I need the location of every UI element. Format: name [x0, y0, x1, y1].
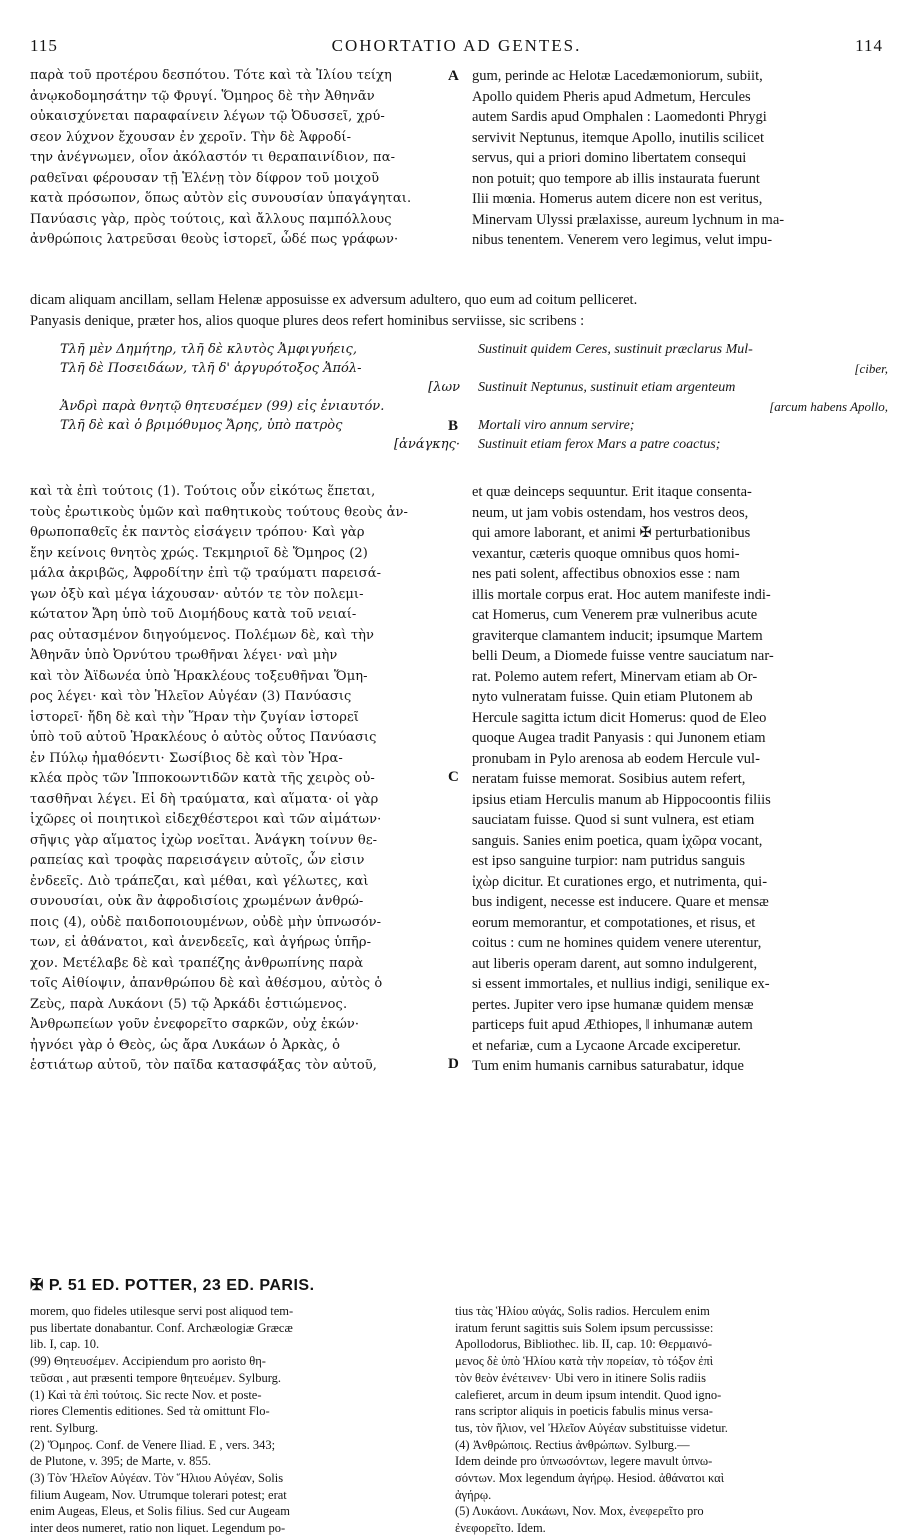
greek-verse-line: Ἀνδρὶ παρὰ θνητῷ θητευσέμεν (99) εἰς ἐνιαυτόν. — [60, 399, 385, 414]
greek-column-block1 — [30, 66, 462, 251]
greek-line: ἐνδεεῖς. Διὸ τράπεζαι, καὶ μέθαι, καὶ γέλωτες, καὶ — [30, 873, 369, 889]
greek-line: παρὰ τοῦ προτέρου δεσπότου. Τότε καὶ τὰ Ἰλίου τείχη — [30, 68, 392, 83]
latin-line: coitus : cum ne homines quidem venere uterentur, — [472, 935, 762, 951]
latin-line: servivit Neptunus, itemque Apollo, inutilis scilicet — [472, 129, 764, 146]
latin-verse-continuation: [ciber, — [854, 361, 888, 376]
latin-line: vexantur, cæteris quoque omnibus quos homi- — [472, 545, 740, 562]
latin-line: particeps fuit apud Æthiopes, ‖ inhumanæ autem — [472, 1017, 753, 1033]
latin-full-line: dicam aliquam ancillam, sellam Helenæ apposuisse ex adversum adultero, quo eum ad coitum pelliceret. — [30, 292, 638, 308]
greek-line: χον. Μετέλαβε δὲ καὶ τραπέζης ἀνθρωπίνης παρὰ — [30, 955, 364, 971]
section-marker-b: B — [448, 418, 459, 434]
footnote-line: σόντων. Mox legendum ἀγήρῳ. Hesiod. ἀθάνατοι καὶ — [455, 1471, 725, 1486]
latin-line: belli Deum, a Diomede fuisse ventre sauciatum nar- — [472, 648, 774, 664]
greek-line: ραθεῖναι φέρουσαν τῇ Ἑλένῃ τὸν δίφρον τοῦ μοιχοῦ — [30, 170, 380, 186]
latin-line: ἰχὼρ dicitur. Et curationes ergo, et nutrimenta, qui- — [472, 873, 768, 890]
latin-line: Hercule sagitta ictum dicit Homerus: quod de Eleo — [472, 709, 767, 726]
latin-line: servus, qui a priori domino libertatem consequi — [472, 150, 747, 166]
greek-verse — [60, 340, 460, 454]
latin-line: est ipso sanguine turpior: nam putridus sanguis — [472, 853, 746, 869]
greek-verse-line: Τλῆ δὲ καὶ ὁ βριμόθυμος Ἄρης, ὑπὸ πατρὸς — [60, 418, 343, 433]
greek-line: τοῖς Αἰθίοψιν, ἀπανθρώπου δὲ καὶ ἀθέσμου, αὐτὸς ὁ — [30, 976, 383, 991]
latin-verse-line: Sustinuit quidem Ceres, sustinuit præclarus Mul- — [478, 342, 753, 357]
greek-line: θρωποπαθεῖς ἐκ παντὸς εἰσάγειν τρόπου· Καὶ γὰρ — [30, 525, 365, 540]
footnote-line: ἐνεφορεῖτο. Idem. — [455, 1521, 546, 1536]
latin-full-line: Panyasis denique, præter hos, alios quoque plures deos refert hominibus serviisse, sic scribens : — [30, 313, 585, 329]
latin-line: Minervam Ulyssi prælaxisse, aureum lychnum in ma- — [472, 211, 785, 228]
latin-line: sauciatam fuisse. Quod si sunt vulnera, est etiam — [472, 812, 755, 828]
footnote-line: μενος δὲ ὑπὸ Ἡλίου κατὰ τὴν πορείαν, τὸ τόξον ἐπὶ — [455, 1354, 714, 1369]
edition-reference: ✠ P. 51 ED. POTTER, 23 ED. PARIS. — [30, 1277, 315, 1294]
footnote-line: (2) Ὅμηρος. Conf. de Venere Iliad. E , vers. 343; — [30, 1437, 276, 1452]
footnote-line: (3) Τὸν Ἠλεῖον Αὐγέαν. Τὸν Ἥλιου Αὐγέαν, Solis — [30, 1471, 284, 1486]
greek-line: ἀνῳκοδομησάτην τῷ Φρυγί. Ὅμηρος δὲ τὴν Ἀθηνᾶν — [30, 88, 375, 104]
latin-line: ipsius etiam Herculis manum ab Hippocoontis filiis — [472, 791, 771, 808]
latin-line: graviterque clamantem inducit; ipsumque Martem — [472, 627, 763, 644]
latin-line: non potuit; quo tempore ab illis instaurata fuerunt — [472, 170, 760, 187]
running-title: COHORTATIO AD GENTES. — [331, 36, 582, 55]
latin-line: sanguis. Sanies enim poetica, quam ἰχῶρα vocant, — [472, 832, 763, 849]
greek-line: καὶ τὸν Ἀϊδωνέα ὑπὸ Ἡρακλέους τοξευθῆναι Ὅμη- — [30, 668, 368, 684]
latin-line: autem Sardis apud Omphalen : Laomedonti Phrygi — [472, 109, 767, 125]
greek-line: καὶ τὰ ἐπὶ τούτοις (1). Τούτοις οὖν εἰκότως ἕπεται, — [30, 484, 376, 499]
footnote-line: ἀγήρῳ. — [455, 1487, 492, 1502]
greek-line: Πανύασις γὰρ, πρὸς τούτοις, καὶ ἄλλους παμπόλλους — [30, 211, 392, 227]
latin-line: bus indigent, necesse est inducere. Quare et mensæ — [472, 894, 769, 910]
page-number-right: 114 — [855, 36, 883, 55]
footnote-line: iratum ferunt sagittis suis Solem ipsum percussisse: — [455, 1320, 714, 1335]
latin-line: cat Homerus, cum Venerem præ vulneribus acute — [472, 607, 758, 623]
greek-line: Ἀνθρωπείων γοῦν ἐνεφορεῖτο σαρκῶν, οὐχ ἑκών· — [30, 1017, 360, 1032]
footnote-line: lib. I, cap. 10. — [30, 1337, 100, 1352]
greek-line: ρος λέγει· καὶ τὸν Ἠλεῖον Αὐγέαν (3) Πανύασις — [30, 689, 352, 704]
greek-line: Ἀθηνᾶν ὑπὸ Ὀρνύτου τρωθῆναι λέγει· ναὶ μὴν — [30, 648, 338, 663]
greek-verse-continuation: [λων — [428, 380, 460, 395]
latin-line: nibus tenentem. Venerem vero legimus, velut impu- — [472, 232, 773, 248]
greek-line: των, εἰ ἀθάνατοι, καὶ ἀνενδεεῖς, καὶ ἀγήρως ὑπῆρ- — [30, 935, 372, 950]
greek-line: ἀνθρώποις λατρεῦσαι θεοὺς ἱστορεῖ, ὧδέ πως γράφων· — [30, 232, 399, 247]
latin-line: neum, ut jam vobis ostendam, hos vestros deos, — [472, 504, 749, 521]
greek-line: οὐκαισχύνεται παραφαίνειν λέγων τῷ Ὀδυσσεῖ, χρύ- — [30, 109, 385, 124]
section-marker-d: D — [448, 1056, 459, 1072]
latin-line: Ilii mœnia. Homerus autem dicere non est veritus, — [472, 191, 763, 207]
greek-line: ἑστιάτωρ αὐτοῦ, τὸν παῖδα κατασφάξας τὸν αὐτοῦ, — [30, 1058, 378, 1073]
footnote-line: (1) Καὶ τὰ ἐπὶ τούτοις. Sic recte Nov. et poste- — [30, 1387, 262, 1402]
latin-line: eorum memorantur, et compotationes, et risus, et — [472, 914, 756, 931]
greek-line: σεον λύχνον ἔχουσαν ἐν χεροῖν. Τὴν δὲ Ἀφροδί- — [30, 129, 352, 145]
footnote-line: (99) Θητευσέμεν. Accipiendum pro aoristo θη- — [30, 1354, 266, 1369]
footnote-line: inter deos numeret, ratio non liquet. Legendum po- — [30, 1521, 286, 1536]
latin-line: Tum enim humanis carnibus saturabatur, idque — [472, 1058, 744, 1074]
footnote-line: filium Augeam, Nov. Utrumque tolerari potest; erat — [30, 1487, 287, 1502]
footnote-line: tius τὰς Ἡλίου αὐγάς, Solis radios. Herculem enim — [455, 1304, 710, 1318]
latin-line: quoque Augea tradit Panyasis : qui Junonem etiam — [472, 730, 766, 746]
latin-line: rat. Polemo autem refert, Minervam etiam ab Or- — [472, 668, 758, 685]
footnote-line: enim Augeas, Eleus, et Solis filius. Sed cur Augeam — [30, 1504, 291, 1519]
greek-line: ἠγνόει γὰρ ὁ Θεὸς, ὡς ἄρα Λυκάων ὁ Ἀρκὰς, ὁ — [30, 1037, 341, 1053]
greek-line: την ἀνέγνωμεν, οἷον ἀκόλαστόν τι θεραπαινίδιον, πα- — [30, 150, 396, 165]
latin-verse-continuation: [arcum habens Apollo, — [769, 399, 888, 414]
footnote-line: τεῦσαι , aut præsenti tempore θητευέμεν. Sylburg. — [30, 1370, 282, 1385]
footnote-line: τὸν θεὸν ἐνέτεινεν· Ubi vero in itinere Solis radiis — [455, 1370, 706, 1385]
footnote-line: rent. Sylburg. — [30, 1420, 99, 1435]
greek-line: ὑπὸ τοῦ αὐτοῦ Ἡρακλέους ὁ αὐτὸς οὗτος Πανύασις — [30, 730, 377, 745]
latin-verse — [478, 340, 888, 454]
greek-line: τασθῆναι λέγει. Εἰ δὴ τραύματα, καὶ αἵματα· οἱ γὰρ — [30, 791, 379, 807]
latin-line: aut liberis operam darent, aut somno indulgerent, — [472, 955, 758, 972]
footnote-line: rans scriptor aliquis in poeticis fabulis minus versa- — [455, 1404, 713, 1419]
footnotes-left — [30, 1303, 440, 1537]
greek-line: ραπείας καὶ τροφὰς παρεισάγειν αὐτοῖς, ὧν εἰσιν — [30, 853, 365, 868]
greek-line: σῆψις γὰρ αἵματος ἰχὼρ νοεῖται. Ἀνάγκη τοίνυν θε- — [30, 832, 378, 848]
page-number-left: 115 — [30, 36, 58, 55]
footnote-line: Idem deinde pro ὑπνωσόντων, legere mavult ὑπνω- — [455, 1454, 713, 1469]
footnotes-right — [455, 1303, 887, 1537]
greek-verse-continuation: [ἀνάγκης· — [393, 437, 460, 452]
greek-line: ποις (4), οὐδὲ παιδοποιουμένων, οὐδὲ μὴν ὑπνωσόν- — [30, 914, 382, 930]
latin-line: et nefariæ, cum a Lycaone Arcade exciperetur. — [472, 1037, 741, 1054]
greek-verse-line: Τλῆ μὲν Δημήτηρ, τλῆ δὲ κλυτὸς Ἀμφιγυήεις, — [60, 342, 357, 357]
footnote-line: Apollodorus, Bibliothec. lib. II, cap. 10: Θερμαινό- — [455, 1337, 712, 1352]
latin-verse-line: Sustinuit Neptunus, sustinuit etiam argenteum — [478, 380, 736, 395]
footnote-line: calefieret, arcum in deum ipsum intendit. Quod igno- — [455, 1387, 722, 1402]
footnote-line: morem, quo fideles utilesque servi post aliquod tem- — [30, 1304, 294, 1318]
section-marker-c: C — [448, 769, 459, 785]
footnote-line: (4) Ἀνθρώποις. Rectius ἀνθρώπων. Sylburg.— — [455, 1437, 690, 1452]
latin-line: neratam fuisse memorat. Sosibius autem refert, — [472, 771, 746, 787]
latin-line: illis mortale corpus erat. Hoc autem manifeste indi- — [472, 586, 771, 603]
latin-line: si essent immortales, et nullius indigi, senilique ex- — [472, 976, 770, 992]
footnote-line: de Plutone, v. 395; de Marte, v. 855. — [30, 1454, 211, 1469]
greek-line: ἔην κείνοις θνητὸς χρώς. Τεκμηριοῖ δὲ Ὅμηρος (2) — [30, 545, 368, 561]
latin-line: gum, perinde ac Helotæ Lacedæmoniorum, subiit, — [472, 68, 763, 84]
latin-line: pronubam in Pylo arenosa ab eodem Hercule vul- — [472, 750, 760, 767]
greek-line: κατὰ πρόσωπον, ὅπως αὐτὸν εἰς συνουσίαν ὑπαγάγηται. — [30, 191, 412, 206]
greek-line: ρας οὐτασμένον διηγούμενος. Πολέμων δὲ, καὶ τὴν — [30, 627, 375, 643]
latin-line: nyto vulneratam fuisse. Quin etiam Plutonem ab — [472, 689, 753, 705]
latin-line: et quæ deinceps sequuntur. Erit itaque consenta- — [472, 484, 752, 500]
latin-line: Apollo quidem Pheris apud Admetum, Hercules — [472, 88, 751, 105]
footnote-line: riores Clementis editiones. Sed τὰ omittunt Flo- — [30, 1404, 270, 1419]
greek-line: κλέα πρὸς τῶν Ἱπποκοωντιδῶν κατὰ τῆς χειρὸς οὐ- — [30, 771, 375, 786]
greek-line: τοὺς ἐρωτικοὺς ὑμῶν καὶ παθητικοὺς τούτους θεοὺς ἀν- — [30, 504, 408, 520]
footnote-line: tus, τὸν ἥλιον, vel Ἠλεῖον Αὐγέαν substituisse videtur. — [455, 1420, 728, 1435]
running-header — [30, 36, 883, 62]
greek-line: ἐν Πύλῳ ἠμαθόεντι· Σωσίβιος δὲ καὶ τὸν Ἡρα- — [30, 750, 343, 766]
latin-column-block2 — [472, 482, 884, 1077]
latin-line: nes pati solent, affectibus obnoxios esse : nam — [472, 566, 740, 582]
greek-line: Ζεὺς, παρὰ Λυκάονι (5) τῷ Ἀρκάδι ἑστιώμενος. — [30, 996, 348, 1012]
latin-verse-line: Mortali viro annum servire; — [478, 418, 635, 433]
greek-line: ἱστορεῖ· ἤδη δὲ καὶ τὴν Ἥραν τὴν ζυγίαν ἱστορεῖ — [30, 709, 359, 725]
latin-verse-line: Sustinuit etiam ferox Mars a patre coactus; — [478, 437, 721, 452]
latin-column-block1 — [472, 66, 884, 251]
footnote-line: (5) Λυκάονι. Λυκάωνι, Nov. Mox, ἐνεφερεῖτο pro — [455, 1504, 704, 1519]
greek-line: κώτατον Ἄρη ὑπὸ τοῦ Διομήδους κατὰ τοῦ νειαί- — [30, 607, 357, 622]
greek-verse-line: Τλῆ δὲ Ποσειδάων, τλῆ δ' ἀργυρότοξος Ἀπόλ- — [60, 361, 362, 376]
latin-line: pertes. Jupiter vero ipse humanæ quidem mensæ — [472, 996, 754, 1013]
greek-line: μάλα ἀκριβῶς, Ἀφροδίτην ἐπὶ τῷ τραύματι παρεισά- — [30, 566, 382, 581]
footnote-line: pus libertate donabantur. Conf. Archæologiæ Græcæ — [30, 1320, 293, 1335]
latin-line: qui amore laborant, et animi ✠ perturbationibus — [472, 525, 751, 541]
section-marker-a: A — [448, 68, 459, 84]
greek-line: γων ὀξὺ καὶ μέγα ἰάχουσαν· αὐτόν τε τὸν πολεμι- — [30, 586, 364, 602]
greek-column-block2 — [30, 482, 462, 1077]
greek-line: συνουσίαι, οὐκ ἂν ἀφροδισίοις χρωμένων ἀνθρώ- — [30, 894, 364, 909]
greek-line: ἰχῶρες οἱ ποιητικοὶ εἰδεχθέστεροι καὶ τῶν αἱμάτων· — [30, 812, 382, 827]
